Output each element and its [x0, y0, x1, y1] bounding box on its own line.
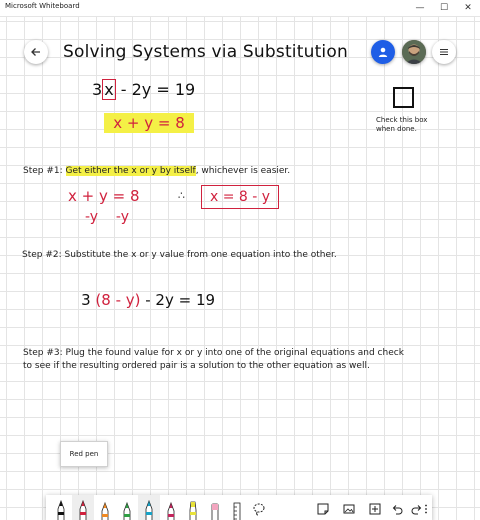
- equation-1-rest: - 2y = 19: [115, 80, 196, 99]
- window-titlebar: [0, 0, 480, 17]
- blue-pen-tool[interactable]: [138, 495, 160, 520]
- eraser-tool[interactable]: [204, 495, 226, 520]
- pen-red-icon: [78, 500, 88, 520]
- step-2-rest: - 2y = 19: [140, 291, 216, 309]
- pen-green-icon: [122, 500, 132, 520]
- back-button[interactable]: [24, 40, 48, 64]
- tool-tooltip: Red pen: [60, 441, 108, 467]
- step-1-equation: x + y = 8: [68, 187, 140, 205]
- hamburger-icon: [439, 47, 449, 57]
- highlighter-tool[interactable]: [182, 495, 204, 520]
- ruler-tool[interactable]: [226, 495, 248, 520]
- green-pen-tool[interactable]: [116, 495, 138, 520]
- red-pen-tool[interactable]: [72, 495, 94, 520]
- equation-2: x + y = 8: [104, 113, 194, 133]
- person-icon: [377, 46, 389, 58]
- user-photo-icon: [402, 40, 426, 64]
- step-1-label: Step #1:: [23, 166, 66, 176]
- undo-icon: [391, 503, 403, 515]
- maximize-button[interactable]: ☐: [439, 3, 449, 13]
- equation-1-boxed-x: x: [104, 80, 114, 99]
- undo-button[interactable]: [386, 495, 408, 520]
- step-1-subtraction: -y -y: [85, 209, 129, 225]
- close-button[interactable]: ✕: [464, 3, 472, 13]
- pen-black-icon: [56, 500, 66, 520]
- highlighter-yellow-icon: [187, 500, 199, 520]
- avatar[interactable]: [402, 40, 426, 64]
- step-2-text: Step #2: Substitute the x or y value from one equation into the other.: [22, 250, 337, 260]
- equation-1: [92, 80, 195, 99]
- therefore-symbol: ∴: [178, 189, 185, 202]
- lasso-tool[interactable]: [248, 495, 270, 520]
- step-1-rest: , whichever is easier.: [195, 166, 291, 176]
- step-3-line-2: to see if the resulting ordered pair is a solution to the other equation as well.: [23, 361, 370, 371]
- pen-blue-icon: [144, 500, 154, 520]
- checkbox-note: Check this box when done.: [376, 116, 428, 133]
- lasso-icon: [252, 502, 266, 516]
- eraser-icon: [209, 500, 221, 520]
- page-title: Solving Systems via Substitution: [63, 42, 348, 62]
- step-1-highlight: Get either the x or y by itself: [65, 166, 196, 176]
- pink-pen-tool[interactable]: [160, 495, 182, 520]
- image-icon: [343, 503, 355, 515]
- menu-button[interactable]: [432, 40, 456, 64]
- pen-pink-icon: [166, 500, 176, 520]
- arrow-left-icon: [30, 46, 42, 58]
- more-tools-button[interactable]: [420, 495, 432, 520]
- step-3-line-1: Step #3: Plug the found value for x or y into one of the original equations and check: [23, 348, 404, 358]
- done-checkbox[interactable]: [393, 87, 414, 108]
- equation-1-coefficient: 3: [92, 80, 103, 99]
- step-2-coefficient: 3: [81, 291, 91, 309]
- note-icon: [317, 503, 329, 515]
- ink-toolbar: [46, 495, 432, 520]
- add-note-tool[interactable]: [312, 495, 334, 520]
- step-1-text: [23, 166, 290, 176]
- insert-image-tool[interactable]: [338, 495, 360, 520]
- more-dots-icon: [424, 503, 428, 515]
- pen-orange-icon: [100, 500, 110, 520]
- ruler-icon: [231, 500, 243, 520]
- step-1-result: x = 8 - y: [201, 185, 279, 209]
- step-2-equation: [62, 273, 215, 327]
- whiteboard-canvas[interactable]: [0, 17, 480, 520]
- step-2-substituted: (8 - y): [95, 291, 141, 309]
- app-title: Microsoft Whiteboard: [5, 2, 80, 10]
- invite-button[interactable]: [371, 40, 395, 64]
- add-content-tool[interactable]: [364, 495, 386, 520]
- plus-box-icon: [369, 503, 381, 515]
- black-pen-tool[interactable]: [50, 495, 72, 520]
- orange-pen-tool[interactable]: [94, 495, 116, 520]
- minimize-button[interactable]: —: [415, 3, 425, 13]
